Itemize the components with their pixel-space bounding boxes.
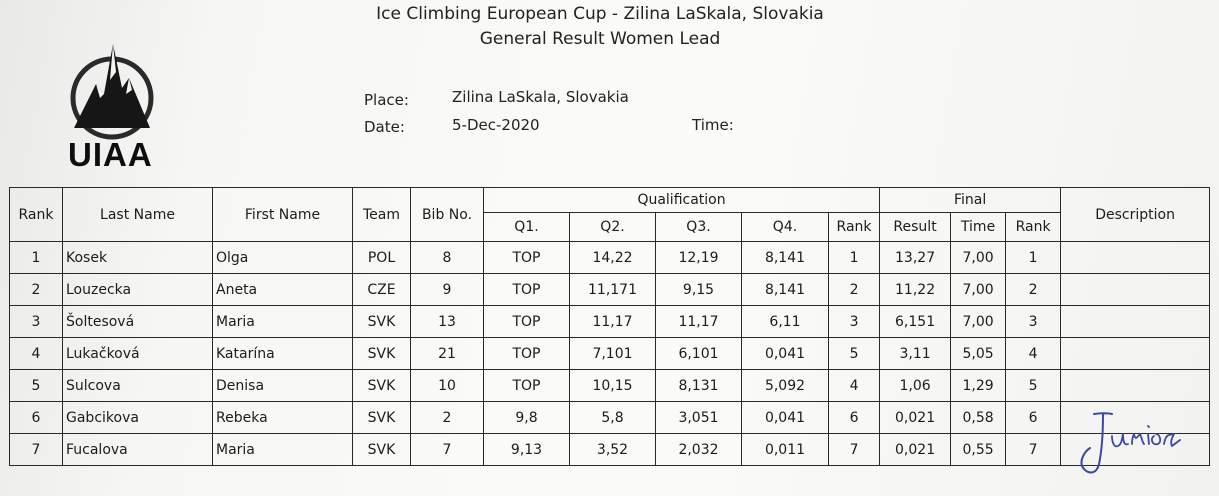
cell-qualification-rank: 7 — [829, 434, 880, 466]
cell-description — [1061, 338, 1210, 370]
cell-description — [1061, 274, 1210, 306]
cell-q1: TOP — [484, 306, 570, 338]
header-final-rank: Rank — [1006, 213, 1061, 242]
cell-description — [1061, 370, 1210, 402]
header-qualification-rank: Rank — [829, 213, 880, 242]
cell-final-result: 0,021 — [880, 402, 951, 434]
header-bib: Bib No. — [411, 188, 484, 242]
cell-final-rank: 3 — [1006, 306, 1061, 338]
table-row — [10, 402, 1210, 434]
header-q3: Q3. — [656, 213, 742, 242]
cell-final-result: 1,06 — [880, 370, 951, 402]
cell-q4: 8,141 — [742, 242, 829, 274]
cell-rank: 1 — [10, 242, 63, 274]
cell-final-result: 13,27 — [880, 242, 951, 274]
cell-q2: 10,15 — [570, 370, 656, 402]
cell-rank: 5 — [10, 370, 63, 402]
place-label: Place: — [364, 91, 409, 109]
cell-team: SVK — [353, 338, 411, 370]
cell-qualification-rank: 4 — [829, 370, 880, 402]
table-row — [10, 338, 1210, 370]
cell-q3: 3,051 — [656, 402, 742, 434]
cell-qualification-rank: 6 — [829, 402, 880, 434]
cell-rank: 4 — [10, 338, 63, 370]
header-q1: Q1. — [484, 213, 570, 242]
cell-team: SVK — [353, 306, 411, 338]
cell-last-name: Fucalova — [63, 434, 213, 466]
cell-rank: 6 — [10, 402, 63, 434]
cell-qualification-rank: 1 — [829, 242, 880, 274]
cell-q3: 9,15 — [656, 274, 742, 306]
cell-qualification-rank: 2 — [829, 274, 880, 306]
header-team: Team — [353, 188, 411, 242]
cell-first-name: Rebeka — [213, 402, 353, 434]
cell-description — [1061, 306, 1210, 338]
cell-last-name: Kosek — [63, 242, 213, 274]
cell-final-result: 11,22 — [880, 274, 951, 306]
cell-q1: TOP — [484, 370, 570, 402]
cell-q4: 0,041 — [742, 338, 829, 370]
cell-last-name: Lukačková — [63, 338, 213, 370]
cell-bib: 10 — [411, 370, 484, 402]
cell-final-rank: 1 — [1006, 242, 1061, 274]
cell-q3: 6,101 — [656, 338, 742, 370]
cell-qualification-rank: 3 — [829, 306, 880, 338]
cell-final-time: 7,00 — [951, 306, 1006, 338]
cell-final-rank: 5 — [1006, 370, 1061, 402]
cell-q1: TOP — [484, 338, 570, 370]
cell-last-name: Gabcikova — [63, 402, 213, 434]
header-rank: Rank — [10, 188, 63, 242]
cell-final-result: 6,151 — [880, 306, 951, 338]
cell-q3: 11,17 — [656, 306, 742, 338]
table-row — [10, 434, 1210, 466]
cell-bib: 9 — [411, 274, 484, 306]
cell-final-time: 5,05 — [951, 338, 1006, 370]
cell-q3: 2,032 — [656, 434, 742, 466]
cell-first-name: Olga — [213, 242, 353, 274]
cell-final-time: 7,00 — [951, 274, 1006, 306]
header-final-result: Result — [880, 213, 951, 242]
cell-q4: 0,011 — [742, 434, 829, 466]
header-qualification: Qualification — [484, 188, 880, 213]
cell-q1: 9,13 — [484, 434, 570, 466]
cell-team: SVK — [353, 434, 411, 466]
cell-first-name: Denisa — [213, 370, 353, 402]
document-title: Ice Climbing European Cup - Zilina LaSkala, Slovakia — [376, 4, 824, 24]
cell-last-name: Louzecka — [63, 274, 213, 306]
header-q4: Q4. — [742, 213, 829, 242]
header-description: Description — [1061, 188, 1210, 242]
cell-bib: 21 — [411, 338, 484, 370]
cell-q2: 7,101 — [570, 338, 656, 370]
table-row — [10, 274, 1210, 306]
cell-final-time: 1,29 — [951, 370, 1006, 402]
cell-final-rank: 6 — [1006, 402, 1061, 434]
date-value: 5-Dec-2020 — [452, 116, 540, 134]
cell-q3: 12,19 — [656, 242, 742, 274]
cell-bib: 13 — [411, 306, 484, 338]
cell-team: CZE — [353, 274, 411, 306]
cell-final-time: 7,00 — [951, 242, 1006, 274]
place-value: Zilina LaSkala, Slovakia — [452, 88, 629, 106]
header-final-time: Time — [951, 213, 1006, 242]
table-row — [10, 242, 1210, 274]
cell-first-name: Maria — [213, 306, 353, 338]
cell-final-time: 0,58 — [951, 402, 1006, 434]
cell-q4: 6,11 — [742, 306, 829, 338]
cell-q1: 9,8 — [484, 402, 570, 434]
cell-bib: 2 — [411, 402, 484, 434]
cell-q2: 11,171 — [570, 274, 656, 306]
cell-bib: 7 — [411, 434, 484, 466]
cell-team: SVK — [353, 370, 411, 402]
table-row — [10, 370, 1210, 402]
cell-final-rank: 4 — [1006, 338, 1061, 370]
cell-final-time: 0,55 — [951, 434, 1006, 466]
handwritten-junior-note — [1072, 408, 1184, 480]
cell-final-result: 0,021 — [880, 434, 951, 466]
cell-first-name: Katarína — [213, 338, 353, 370]
header-last-name: Last Name — [63, 188, 213, 242]
cell-q1: TOP — [484, 242, 570, 274]
cell-description — [1061, 242, 1210, 274]
cell-final-rank: 2 — [1006, 274, 1061, 306]
cell-final-rank: 7 — [1006, 434, 1061, 466]
cell-rank: 2 — [10, 274, 63, 306]
cell-first-name: Maria — [213, 434, 353, 466]
time-label: Time: — [692, 116, 734, 134]
cell-rank: 3 — [10, 306, 63, 338]
cell-q3: 8,131 — [656, 370, 742, 402]
cell-q2: 11,17 — [570, 306, 656, 338]
cell-q1: TOP — [484, 274, 570, 306]
header-q2: Q2. — [570, 213, 656, 242]
table-row — [10, 306, 1210, 338]
cell-team: POL — [353, 242, 411, 274]
cell-last-name: Sulcova — [63, 370, 213, 402]
header-final: Final — [880, 188, 1061, 213]
cell-q4: 5,092 — [742, 370, 829, 402]
uiaa-logo-text: UIAA — [68, 136, 153, 173]
cell-final-result: 3,11 — [880, 338, 951, 370]
cell-q2: 5,8 — [570, 402, 656, 434]
cell-qualification-rank: 5 — [829, 338, 880, 370]
date-label: Date: — [364, 118, 405, 136]
results-table — [9, 187, 1210, 466]
cell-last-name: Šoltesová — [63, 306, 213, 338]
cell-bib: 8 — [411, 242, 484, 274]
cell-q2: 14,22 — [570, 242, 656, 274]
cell-q4: 8,141 — [742, 274, 829, 306]
header-first-name: First Name — [213, 188, 353, 242]
cell-first-name: Aneta — [213, 274, 353, 306]
cell-q2: 3,52 — [570, 434, 656, 466]
cell-team: SVK — [353, 402, 411, 434]
cell-rank: 7 — [10, 434, 63, 466]
cell-q4: 0,041 — [742, 402, 829, 434]
document-subtitle: General Result Women Lead — [479, 29, 721, 49]
